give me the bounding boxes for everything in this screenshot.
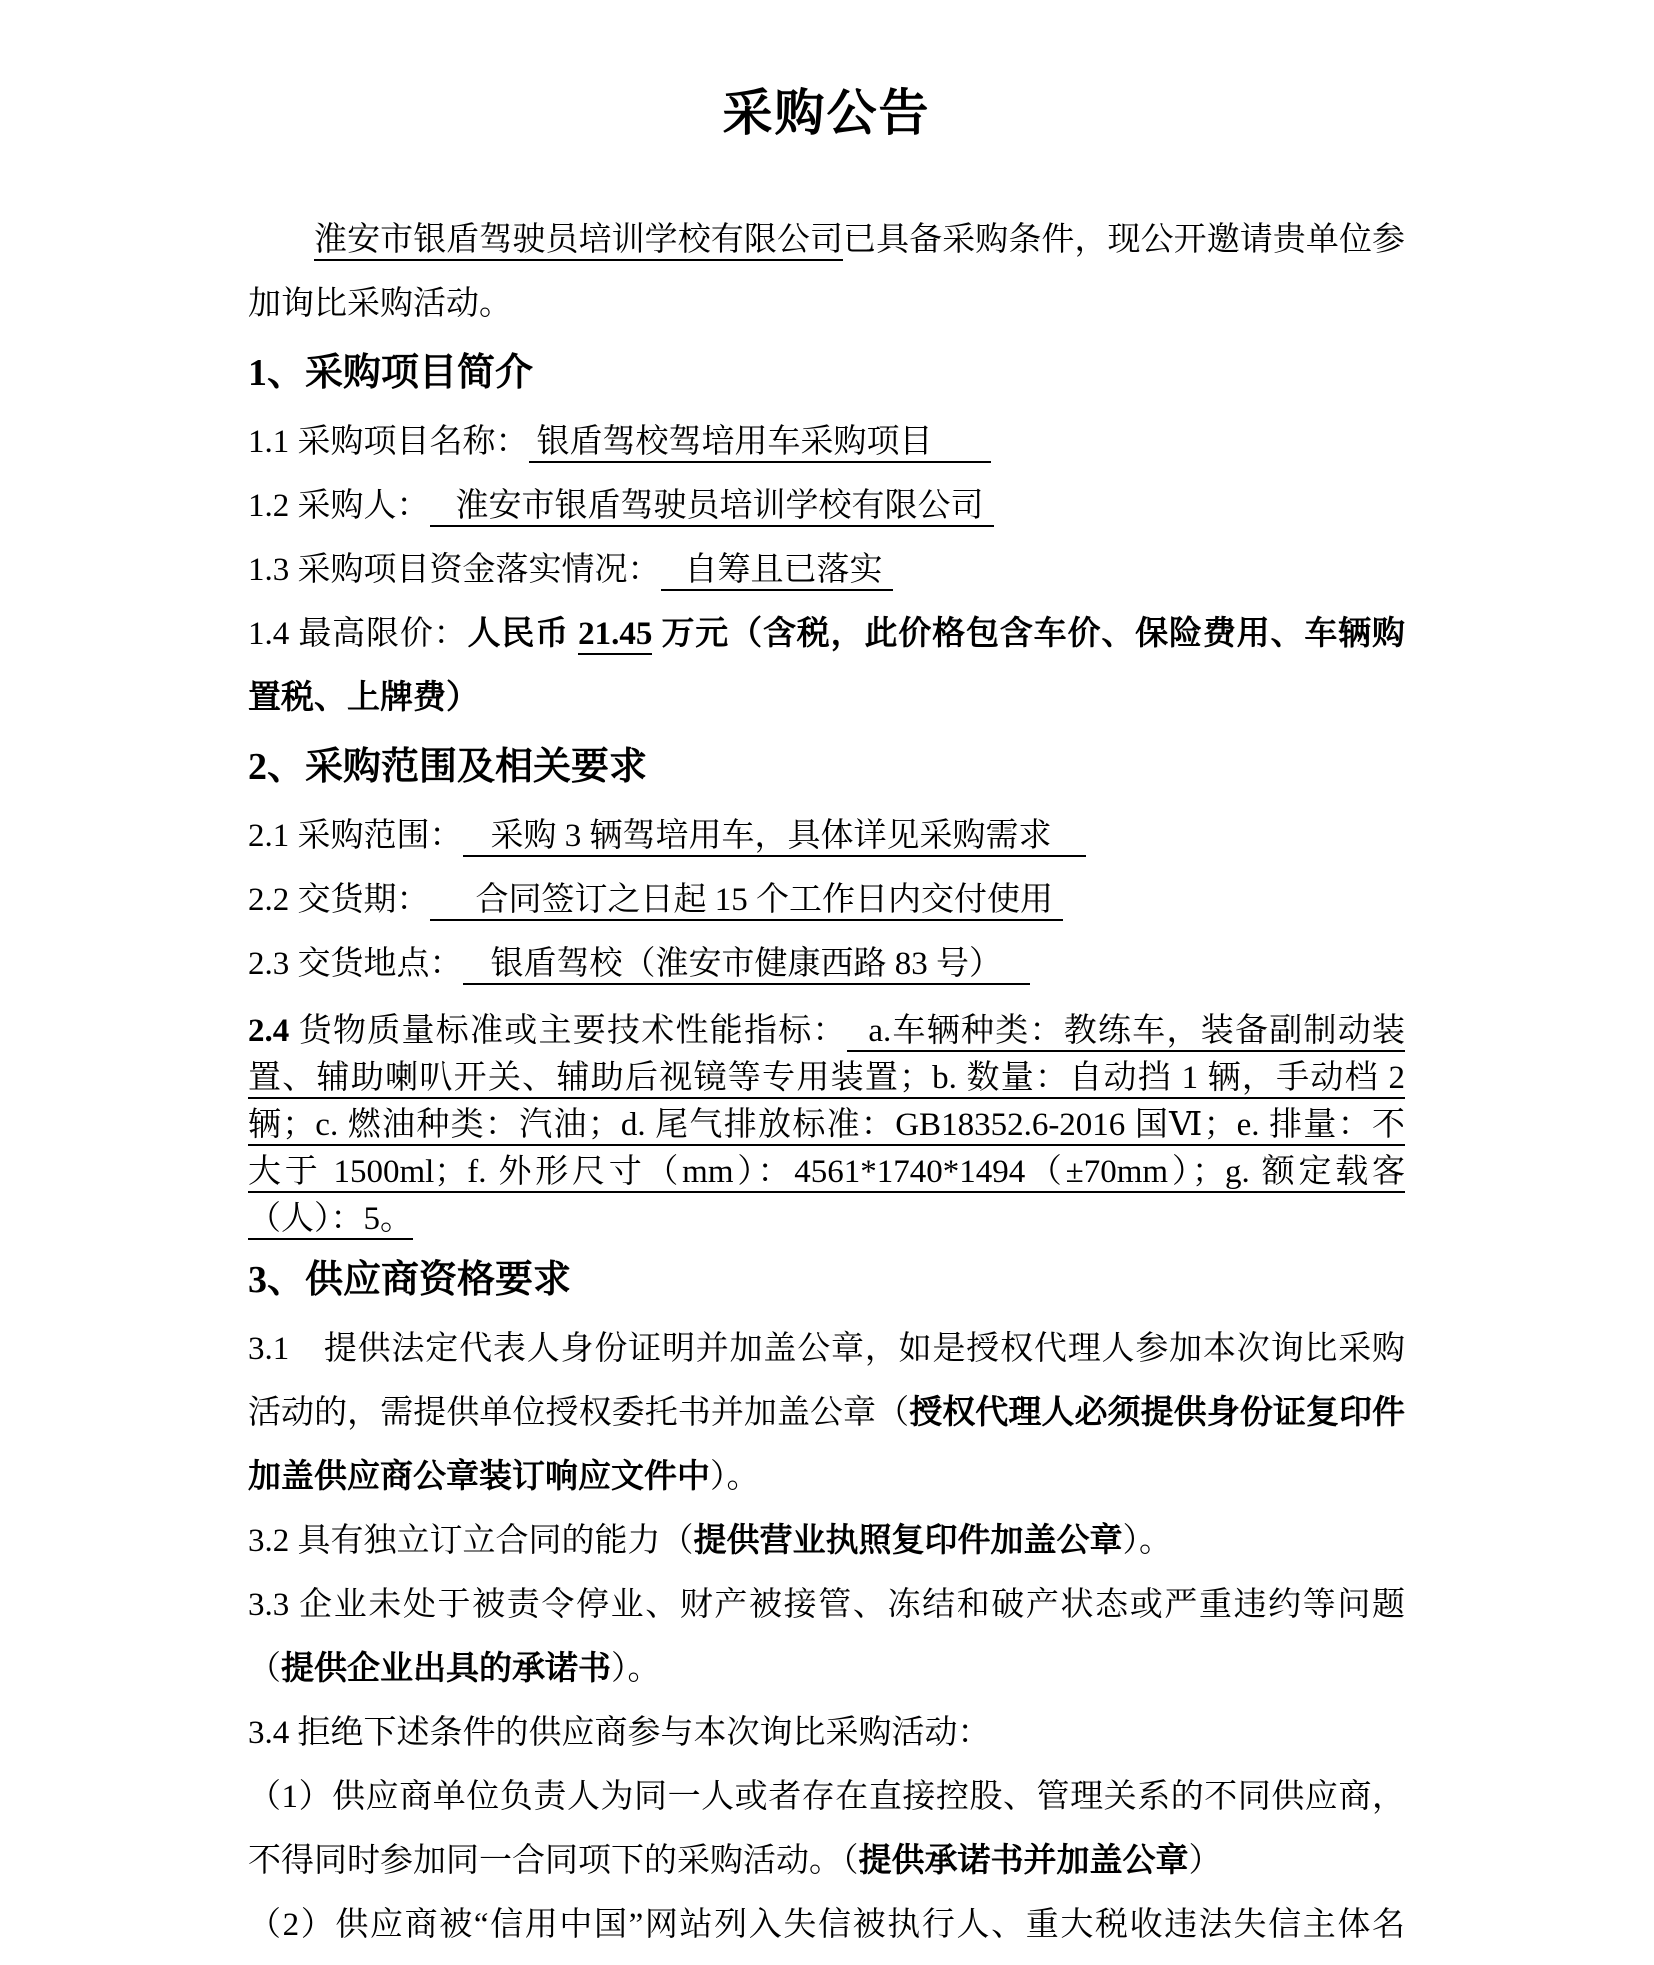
item-3-2 <box>248 1509 1405 1573</box>
section-3-heading: 3、供应商资格要求 <box>248 1259 572 1301</box>
item-3-2-bold-note: 提供营业执照复印件加盖公章 <box>693 1523 1123 1559</box>
item-1-2-value: 淮安市银盾驾驶员培训学校有限公司 <box>430 488 994 527</box>
section-2-heading: 2、采购范围及相关要求 <box>248 746 648 788</box>
sub-1-close: ） <box>1188 1843 1222 1879</box>
item-2-2-value: 合同签订之日起 15 个工作日内交付使用 <box>430 882 1064 921</box>
item-3-4: 3.4 拒绝下述条件的供应商参与本次询比采购活动： <box>248 1715 991 1751</box>
item-1-4-price-underlined: 21.45 <box>578 616 652 655</box>
item-2-1-value: 采购 3 辆驾培用车，具体详见采购需求 <box>463 818 1086 857</box>
item-2-4 <box>248 1008 1405 1243</box>
item-3-3-text: 3.3 企业未处于被责令停业、财产被接管、冻结和破产状态或严重违约等问题（ <box>248 1587 1405 1687</box>
item-1-1-label: 1.1 采购项目名称： <box>248 424 529 460</box>
intro-company-underlined: 淮安市银盾驾驶员培训学校有限公司 <box>314 222 843 261</box>
item-2-3-value: 银盾驾校（淮安市健康西路 83 号） <box>463 946 1031 985</box>
item-1-3-label: 1.3 采购项目资金落实情况： <box>248 552 661 588</box>
item-2-3-label: 2.3 交货地点： <box>248 946 463 982</box>
intro-rest-text: 已具备采购条件，现公开邀请贵单位参加询比采购活动。 <box>248 222 1405 322</box>
intro-paragraph <box>248 208 1405 336</box>
item-2-2-label: 2.2 交货期： <box>248 882 430 918</box>
item-1-1 <box>248 410 1405 474</box>
item-3-2-text: 3.2 具有独立订立合同的能力（ <box>248 1523 694 1559</box>
item-3-1 <box>248 1317 1405 1509</box>
item-1-4-price-note: 万元（含税，此价格包含车价、保险费用、车辆购置税、上牌费） <box>248 616 1405 716</box>
item-3-3 <box>248 1573 1405 1701</box>
item-3-3-close: ）。 <box>611 1651 661 1687</box>
sub-1-bold-note: 提供承诺书并加盖公章 <box>858 1843 1189 1879</box>
item-2-4-label: 货物质量标准或主要技术性能指标： <box>298 1013 847 1049</box>
item-2-4-number: 2.4 <box>248 1013 299 1049</box>
item-1-3-value: 自筹且已落实 <box>661 552 893 591</box>
document-title: 采购公告 <box>722 85 931 141</box>
item-2-1-label: 2.1 采购范围： <box>248 818 463 854</box>
item-1-2-label: 1.2 采购人： <box>248 488 430 524</box>
item-1-4-label: 1.4 最高限价： <box>248 616 468 652</box>
item-2-3 <box>248 932 1405 996</box>
sub-1-text: （1）供应商单位负责人为同一人或者存在直接控股、管理关系的不同供应商，不得同时参加同一合同项下的采购活动。（ <box>248 1779 1405 1879</box>
item-2-4-spec-value: a.车辆种类：教练车，装备副制动装置、辅助喇叭开关、辅助后视镜等专用装置；b. 数量：自动挡 1 辆，手动档 2 辆；c. 燃油种类：汽油；d. 尾气排放标准：GB18352.6-2016 国Ⅵ；e. 排量：不大于 1500ml；f. 外形尺寸（mm）：4561*1740*1494（±70mm）；g. 额定载客（人）：5。 <box>248 1013 1405 1240</box>
item-3-2-close: ）。 <box>1122 1523 1172 1559</box>
item-3-4-sub-2: （2）供应商被“信用中国”网站列入失信被执行人、重大税收违法失信主体名 <box>248 1907 1405 1943</box>
item-3-1-close: ）。 <box>710 1459 760 1495</box>
item-3-3-bold-note: 提供企业出具的承诺书 <box>281 1651 611 1687</box>
item-1-1-value: 银盾驾校驾培用车采购项目 <box>529 424 991 463</box>
item-2-2 <box>248 868 1405 932</box>
item-1-3 <box>248 538 1405 602</box>
item-3-1-text: 3.1 提供法定代表人身份证明并加盖公章，如是授权代理人参加本次询比采购活动的，需提供单位授权委托书并加盖公章（ <box>248 1331 1405 1431</box>
section-1-heading: 1、采购项目简介 <box>248 352 534 394</box>
item-2-1 <box>248 804 1405 868</box>
item-1-4 <box>248 602 1405 730</box>
item-3-1-bold-note: 授权代理人必须提供身份证复印件加盖供应商公章装订响应文件中 <box>248 1395 1406 1495</box>
item-1-4-currency: 人民币 <box>467 616 579 652</box>
item-1-2 <box>248 474 1405 538</box>
item-3-4-sub-1 <box>248 1765 1405 1893</box>
